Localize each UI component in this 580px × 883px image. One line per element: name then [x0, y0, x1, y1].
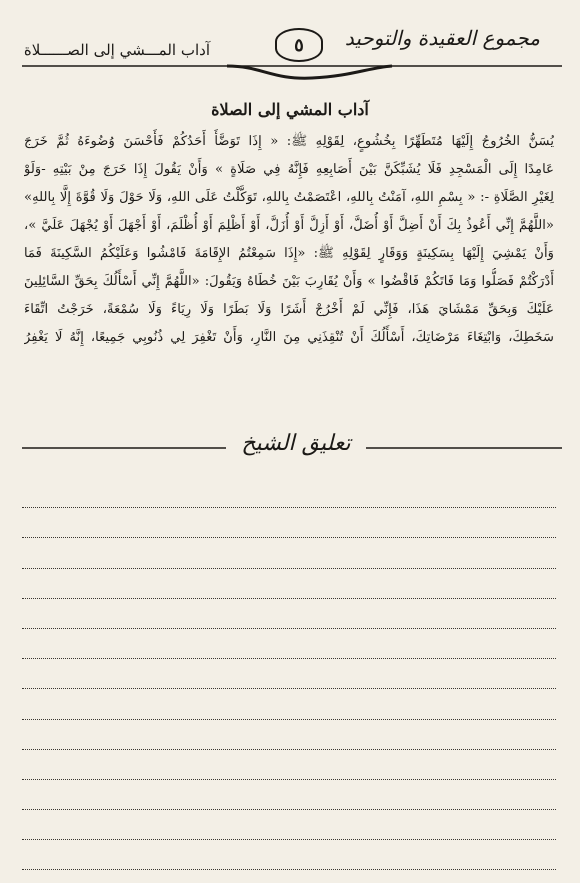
body-paragraph	[24, 128, 554, 352]
note-dotted-line[interactable]	[22, 780, 556, 810]
note-dotted-line[interactable]	[22, 629, 556, 659]
chapter-title: آداب المشي إلى الصلاة	[211, 100, 369, 119]
body-line: «اللَّهُمَّ إِنِّي أَعُوذُ بِكَ أَنْ أَضِلَّ أَوْ أُضَلَّ، أَوْ أَزِلَّ أَوْ أُزَلَّ، أَوْ أَظْلِمَ أَوْ أُظْلَمَ، أَوْ أَجْهَلَ أَوْ يُجْهَلَ عَلَيَّ »،	[24, 218, 554, 233]
note-dotted-line[interactable]	[22, 569, 556, 599]
note-dotted-line[interactable]	[22, 478, 556, 508]
body-line: سَخَطِكَ، وَابْتِغَاءَ مَرْضَاتِكَ، أَسْأَلُكَ أَنْ تُنْقِذَنِي مِنَ النَّارِ، وَأَنْ تَغْفِرَ لِي ذُنُوبِي جَمِيعًا، إِنَّهُ لَا يَغْفِرُ	[24, 330, 554, 345]
note-dotted-line[interactable]	[22, 840, 556, 870]
body-line: وَأَنْ يَمْشِيَ إِلَيْهَا بِسَكِينَةٍ وَوَقَارٍ لِقَوْلِهِ ﷺ: «إِذَا سَمِعْتُمُ الإِقَامَةَ فَامْشُوا وَعَلَيْكُمُ السَّكِينَةَ فَمَا	[24, 246, 554, 261]
running-header-section-title: آداب المـــشي إلى الصــــــلاة	[23, 41, 210, 59]
body-line: عَامِدًا إِلَى الْمَسْجِدِ فَلَا يُشَبِّكَنَّ بَيْنَ أَصَابِعِهِ فَإِنَّهُ فِي صَلَاةٍ » وَأَنْ يَقُولَ إِذَا خَرَجَ مِنْ بَيْتِهِ -وَلَوْ	[24, 162, 554, 177]
page-number-badge	[275, 28, 323, 62]
page-number: ٥	[294, 34, 304, 56]
body-line: يُسَنُّ الخُرُوجُ إِلَيْهَا مُتَطَهِّرًا بِخُشُوعٍ، لِقَوْلِهِ ﷺ: « إِذَا تَوَضَّأَ أَحَدُكُمْ فَأَحْسَنَ وُضُوءَهُ ثُمَّ خَرَجَ	[24, 134, 554, 149]
body-line: أَدْرَكْتُمْ فَصَلُّوا وَمَا فَاتَكُمْ فَاقْضُوا » وَأَنْ يُقَارِبَ بَيْنَ خُطَاهُ وَيَقُولَ: «اللَّهُمَّ إِنِّي أَسْأَلُكَ بِحَقِّ السَّائِلِينَ	[24, 274, 554, 289]
note-dotted-line[interactable]	[22, 810, 556, 840]
note-dotted-line[interactable]	[22, 720, 556, 750]
note-dotted-line[interactable]	[22, 599, 556, 629]
body-line: لِغَيْرِ الصَّلَاةِ -: « بِسْمِ اللهِ، آمَنْتُ بِاللهِ، اعْتَصَمْتُ بِاللهِ، تَوَكَّلْتُ عَلَى اللهِ، وَلَا حَوْلَ وَلَا قُوَّةَ إِلَّا بِاللهِ»	[24, 190, 554, 205]
note-dotted-line[interactable]	[22, 508, 556, 538]
body-line: عَلَيْكَ وَبِحَقِّ مَمْشَايَ هَذَا، فَإِنِّي لَمْ أَخْرُجْ أَشَرًا وَلَا بَطَرًا وَلَا رِيَاءً وَلَا سُمْعَةً، خَرَجْتُ اتِّقَاءَ	[24, 302, 554, 317]
header-ornamental-rule	[22, 62, 562, 82]
notes-heading: تعليق الشيخ	[226, 431, 366, 456]
notes-writing-area[interactable]	[22, 478, 556, 870]
note-dotted-line[interactable]	[22, 750, 556, 780]
note-dotted-line[interactable]	[22, 659, 556, 689]
note-dotted-line[interactable]	[22, 689, 556, 719]
note-dotted-line[interactable]	[22, 538, 556, 568]
running-header-book-title: مجموع العقيدة والتوحيد	[344, 26, 540, 50]
